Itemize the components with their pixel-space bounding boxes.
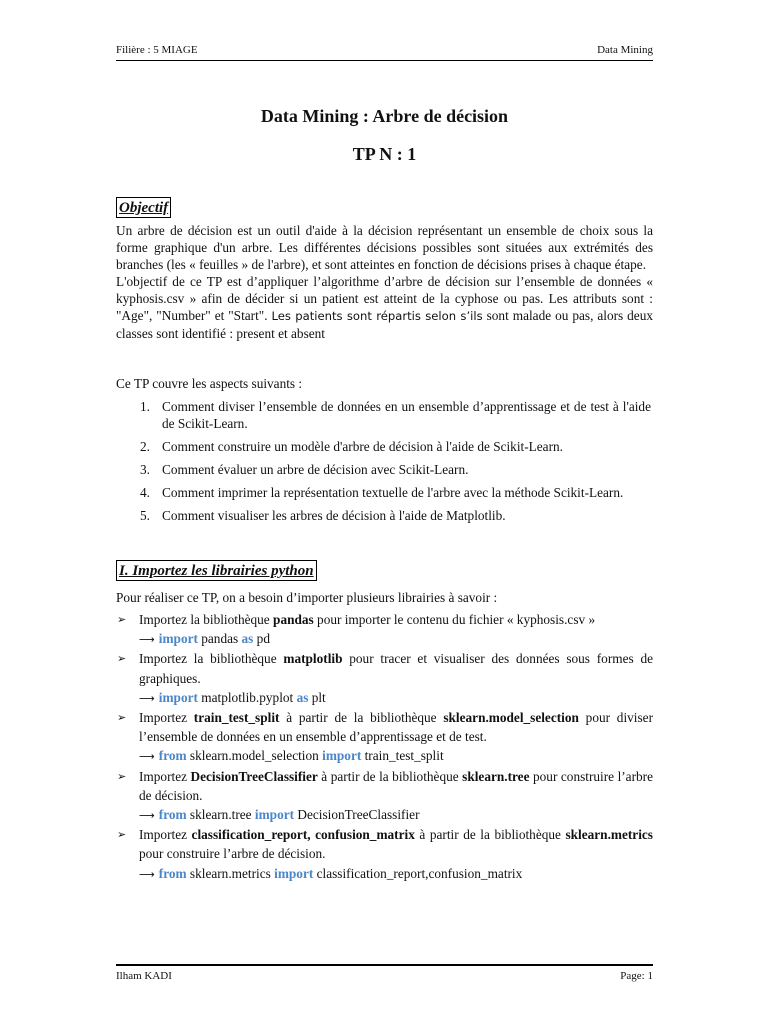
code-line: ⟶ from sklearn.metrics import classification_report,confusion_matrix: [139, 865, 523, 881]
objectif-paragraph-2: L'objectif de ce TP est d’appliquer l’algorithme d’arbre de décision sur l’ensemble de données « kyphosis.csv » afin de décider si un patient est atteint de la cyphose ou pas. Les attributs sont : "Age", "Number" et "Start". Les patients sont répartis selon s’ils sont malade ou pas, alors deux classes sont identifié : present et absent: [116, 274, 654, 341]
arrowhead-bullet-icon: ➢: [117, 613, 127, 626]
list-item: 4. Comment imprimer la représentation textuelle de l'arbre avec la méthode Scikit-Learn.: [140, 485, 624, 500]
code-line: ⟶ from sklearn.tree import DecisionTreeClassifier: [139, 807, 420, 823]
section-1-heading: I. Importez les librairies python: [116, 560, 317, 581]
page-header: [116, 44, 653, 61]
header-right: Data Mining: [597, 44, 653, 56]
document-subtitle: TP N : 1: [352, 144, 417, 164]
code-line: ⟶ import pandas as pd: [139, 631, 270, 647]
document-title: Data Mining : Arbre de décision: [260, 106, 509, 126]
objectif-heading: Objectif: [116, 197, 171, 218]
page-number: Page: 1: [620, 970, 653, 982]
list-item: 3. Comment évaluer un arbre de décision avec Scikit-Learn.: [140, 462, 469, 477]
right-arrow-icon: ⟶: [139, 750, 155, 764]
objectif-text: [116, 222, 653, 342]
list-item: ➢ Importez la bibliothèque matplotlib pour tracer et visualiser des données sous formes de graphiques.: [117, 651, 653, 686]
list-item: ➢ Importez classification_report, confusion_matrix à partir de la bibliothèque sklearn.metrics pour construire l’arbre de décision.: [117, 827, 653, 862]
header-left: Filière : 5 MIAGE: [116, 44, 198, 56]
list-item: ➢ Importez DecisionTreeClassifier à partir de la bibliothèque sklearn.tree pour construire l’arbre de décision.: [117, 768, 653, 803]
right-arrow-icon: ⟶: [139, 809, 155, 823]
page-footer: [116, 964, 653, 983]
section-1-intro: Pour réaliser ce TP, on a besoin d’importer plusieurs librairies à savoir :: [116, 590, 498, 605]
list-item: 5. Comment visualiser les arbres de décision à l'aide de Matplotlib.: [140, 508, 506, 523]
arrowhead-bullet-icon: ➢: [117, 711, 127, 725]
list-item: 2. Comment construire un modèle d'arbre de décision à l'aide de Scikit-Learn.: [140, 439, 563, 454]
code-line: ⟶ import matplotlib.pyplot as plt: [139, 689, 326, 705]
right-arrow-icon: ⟶: [139, 691, 155, 705]
code-line: ⟶ from sklearn.model_selection import train_test_split: [139, 748, 444, 764]
aspects-list: [116, 398, 653, 530]
import-list: [116, 610, 653, 884]
list-item: ➢ Importez train_test_split à partir de la bibliothèque sklearn.model_selection pour diviser l’ensemble de données en un ensemble d’apprentissage et de test.: [117, 710, 653, 745]
aspects-intro: Ce TP couvre les aspects suivants :: [116, 376, 303, 391]
right-arrow-icon: ⟶: [139, 633, 155, 647]
arrowhead-bullet-icon: ➢: [117, 828, 127, 842]
right-arrow-icon: ⟶: [139, 867, 155, 881]
list-item: ➢ Importez la bibliothèque pandas pour importer le contenu du fichier « kyphosis.csv »: [116, 610, 653, 629]
arrowhead-bullet-icon: ➢: [117, 652, 127, 666]
footer-author: Ilham KADI: [116, 970, 172, 982]
arrowhead-bullet-icon: ➢: [117, 769, 127, 783]
objectif-paragraph-1: Un arbre de décision est un outil d'aide à la décision représentant un ensemble de choix sous la forme graphique d'un arbre. Les différentes décisions possibles sont situées aux extrémités des branches (les « feuilles » de l'arbre), et sont atteintes en fonction de décisions prises à chaque étape.: [116, 223, 653, 272]
list-item: 1. Comment diviser l’ensemble de données en un ensemble d’apprentissage et de test à l'aide de Scikit-Learn.: [140, 399, 651, 431]
